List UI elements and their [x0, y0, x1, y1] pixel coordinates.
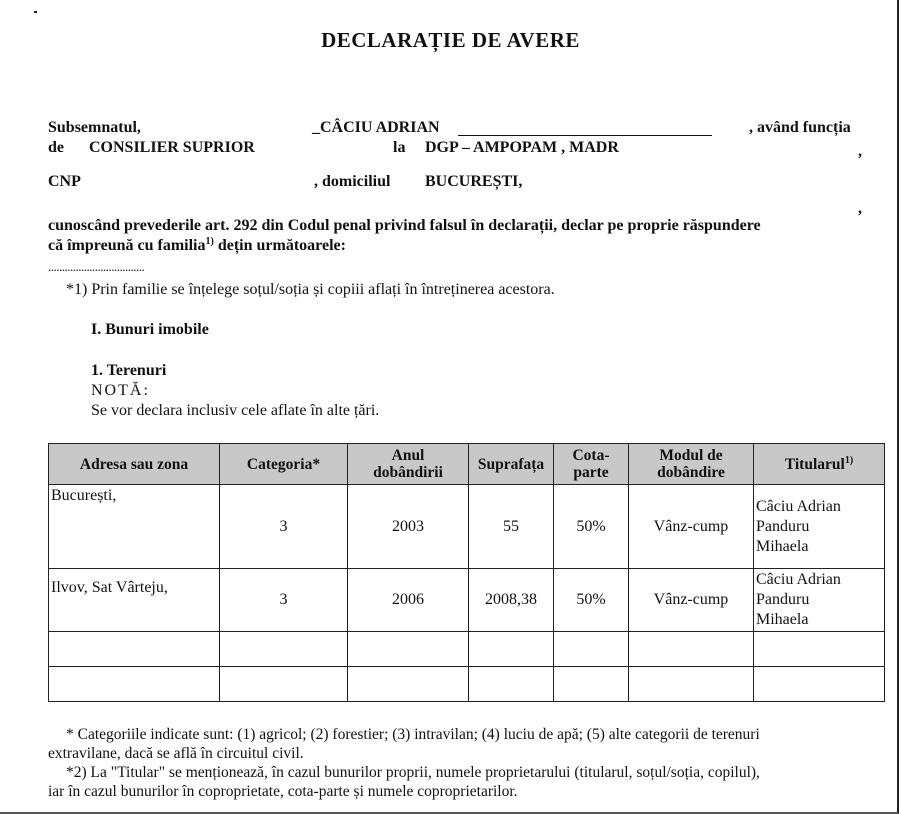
de-label: de — [48, 139, 64, 156]
titular-line: Câciu Adrian — [756, 571, 841, 588]
function-value: CONSILIER SUPRIOR — [89, 139, 255, 156]
cnp-label: CNP — [48, 173, 81, 190]
cell-modul: Vânz-cump — [629, 485, 754, 569]
table-row — [49, 485, 885, 569]
titular-line: Mihaela — [756, 611, 809, 628]
document-title: DECLARAȚIE DE AVERE — [321, 28, 580, 52]
declaration-line-2: că împreună cu familia$^{1)}$ dețin următoarele: — [48, 236, 346, 254]
terenuri-table — [48, 443, 885, 702]
footnote-titular-2: iar în cazul bunurilor în coproprietate, cota-parte și numele coproprietarilor. — [48, 783, 518, 800]
table-row-empty — [49, 632, 885, 667]
footnote-family: *1) Prin familie se înțelege soțul/soția și copiii aflați în întreținerea acestora. — [66, 281, 555, 298]
declaration-line-1: cunoscând prevederile art. 292 din Codul penal privind falsul în declarații, declar pe proprie răspundere — [48, 217, 761, 234]
col-header-modul: Modul de dobândire — [629, 444, 754, 485]
declaration-comma: , — [858, 200, 862, 217]
cell-suprafata: 55 — [469, 485, 554, 569]
cell-adresa: Ilvov, Sat Vârteju, — [49, 569, 220, 632]
col-header-categoria: Categoria* — [220, 444, 348, 485]
col-header-anul: Anul dobândirii — [348, 444, 469, 485]
domiciliu-value: BUCUREȘTI, — [425, 173, 523, 190]
titular-line: Panduru — [756, 517, 810, 535]
footnote-categories-1: * Categoriile indicate sunt: (1) agricol; (2) forestier; (3) intravilan; (4) luciu de apă; (5) alte categorii de terenuri — [66, 726, 760, 743]
subsection-title: 1. Terenuri — [91, 362, 167, 379]
cell-categoria: 3 — [220, 485, 348, 569]
nota-text: Se vor declara inclusiv cele aflate în alte țări. — [91, 402, 380, 419]
la-label: la — [393, 139, 406, 156]
footnote-divider: ................................... — [48, 259, 145, 274]
declarant-name: _CÂCIU ADRIAN — [312, 119, 440, 136]
footnote-titular-1: *2) La "Titular" se menționează, în cazul bunurilor proprii, numele proprietarului (titularul, soțul/soția, copilul), — [66, 764, 760, 781]
nota-label: NOTĂ: — [91, 382, 150, 399]
section-title: I. Bunuri imobile — [91, 321, 209, 338]
col-header-suprafata: Suprafața — [469, 444, 554, 485]
line2-comma: , — [858, 143, 862, 160]
titular-line: Panduru — [756, 591, 810, 608]
cell-cota: 50% — [554, 485, 629, 569]
table-row — [49, 569, 885, 632]
cell-adresa: București, — [49, 485, 220, 569]
col-header-adresa: Adresa sau zona — [49, 444, 220, 485]
cell-titular — [754, 485, 885, 569]
cell-anul: 2003 — [348, 485, 469, 569]
cell-titular — [754, 569, 885, 632]
domiciliu-label: , domiciliul — [314, 173, 391, 190]
avand-functia-label: , având funcția — [749, 119, 851, 136]
footnote-categories-2: extravilane, dacă se află în circuitul civil. — [48, 745, 304, 762]
cell-cota: 50% — [554, 569, 629, 632]
scan-artifact — [34, 11, 37, 13]
titular-line: Mihaela — [756, 537, 809, 555]
name-underline — [458, 135, 712, 136]
institution-value: DGP – AMPOPAM , MADR — [425, 139, 619, 156]
cell-anul: 2006 — [348, 569, 469, 632]
col-header-titular: Titularul$^{1)}$ — [754, 444, 885, 485]
cell-categoria: 3 — [220, 569, 348, 632]
cell-modul: Vânz-cump — [629, 569, 754, 632]
titular-line: Câciu Adrian — [756, 497, 841, 515]
subsemnatul-label: Subsemnatul, — [48, 119, 141, 136]
cell-suprafata: 2008,38 — [469, 569, 554, 632]
table-header-row — [49, 444, 885, 485]
table-row-empty — [49, 667, 885, 702]
col-header-cota: Cota-parte — [554, 444, 629, 485]
